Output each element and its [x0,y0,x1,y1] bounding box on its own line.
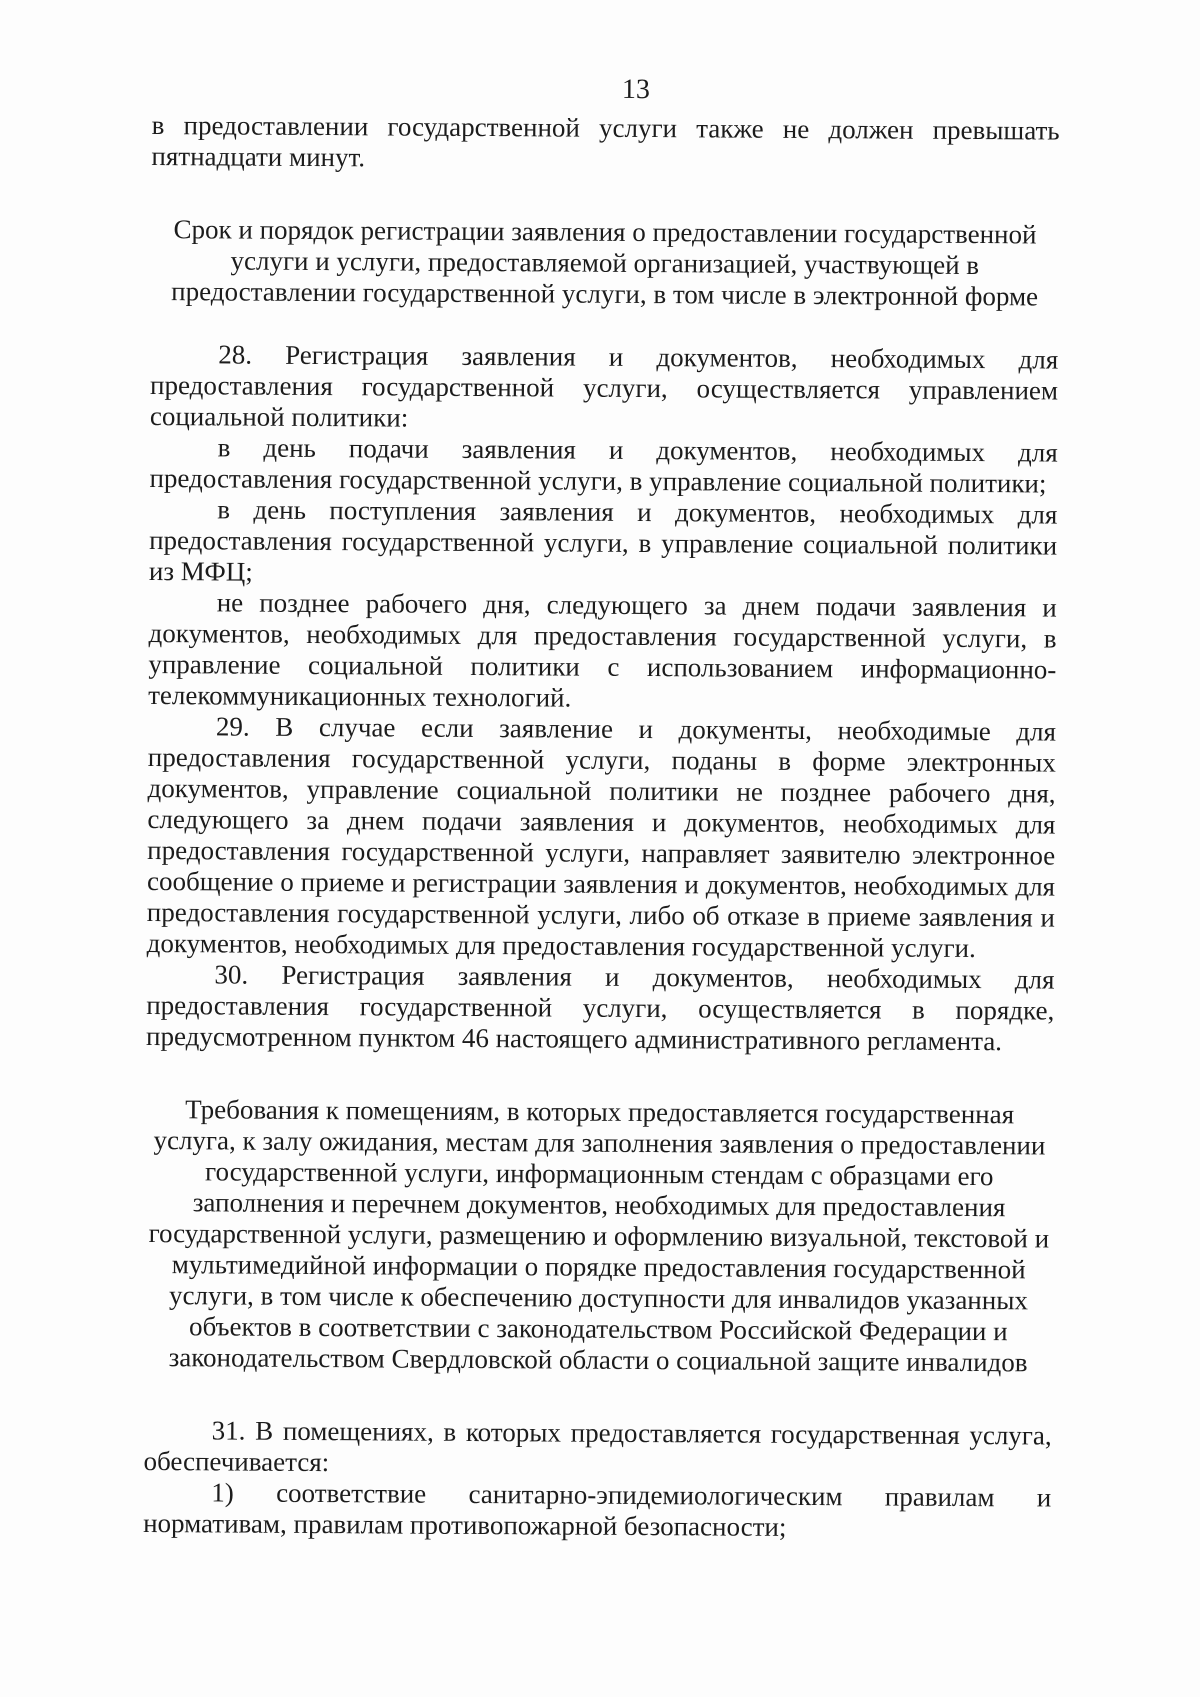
section-heading-registration: Срок и порядок регистрации заявления о предоставлении государственной услуги и услуги, предоставляемой организацией, участвующей в предоставлении государственной услуги, в том числе в электронной форме [171,214,1039,312]
paragraph-28: 28. Регистрация заявления и документов, необходимых для предоставления государственной услуги, осуществляется управлением социальной политики: [149,339,1059,433]
paragraph-31: 31. В помещениях, в которых предоставляется государственная услуга, обеспечивается: [143,1415,1052,1478]
paragraph-29: 29. В случае если заявление и документы, необходимые для предоставления государственной услуги, поданы в форме электронных документов, управление социальной политики не позднее рабочего дня, следующего за днем подачи заявления и документов, необходимых для предоставления государственной услуги, направляет заявителю электронное сообщение о приеме и регистрации заявления и документов, необходимых для предоставления государственной услуги, либо об отказе в приеме заявления и документов, необходимых для предоставления государственной услуги. [146,711,1057,964]
page-content [143,70,1060,1545]
paragraph-28-item-3: не позднее рабочего дня, следующего за днем подачи заявления и документов, необходимых для предоставления государственной услуги, в управление социальной политики с использованием информационно-телекоммуникационных технологий. [148,587,1057,713]
section-heading-premises: Требования к помещениям, в которых предоставляется государственная услуга, к залу ожидания, местам для заполнения заявления о предоставлении государственной услуги, информационным стендам с образцами его заполнения и перечнем документов, необходимых для предоставления государственной услуги, размещению и оформлению визуальной, текстовой и мультимедийной информации о порядке предоставления государственной услуги, в том числе к обеспечению доступности для инвалидов указанных объектов в соответствии с законодательством Российской Федерации и законодательством Свердловской области о социальной защите инвалидов [148,1094,1050,1378]
paragraph-31-item-1: 1) соответствие санитарно-эпидемиологическим правилам и нормативам, правилам противопожарной безопасности; [143,1477,1052,1542]
spacer [151,172,1059,220]
spacer [144,1373,1052,1421]
paragraph-28-item-2: в день поступления заявления и документов, необходимых для предоставления государственной услуги, в управление социальной политики из МФЦ; [148,494,1058,587]
spacer [146,1052,1054,1100]
page-number: 13 [621,73,650,106]
intro-paragraph: в предоставлении государственной услуги также не должен превышать пятнадцати минут. [151,109,1060,173]
paragraph-30: 30. Регистрация заявления и документов, необходимых для предоставления государственной услуги, осуществляется в порядке, предусмотренном пунктом 46 настоящего административного регламента. [146,959,1055,1057]
paragraph-28-item-1: в день подачи заявления и документов, необходимых для предоставления государственной услуги, в управление социальной политики; [149,432,1058,499]
